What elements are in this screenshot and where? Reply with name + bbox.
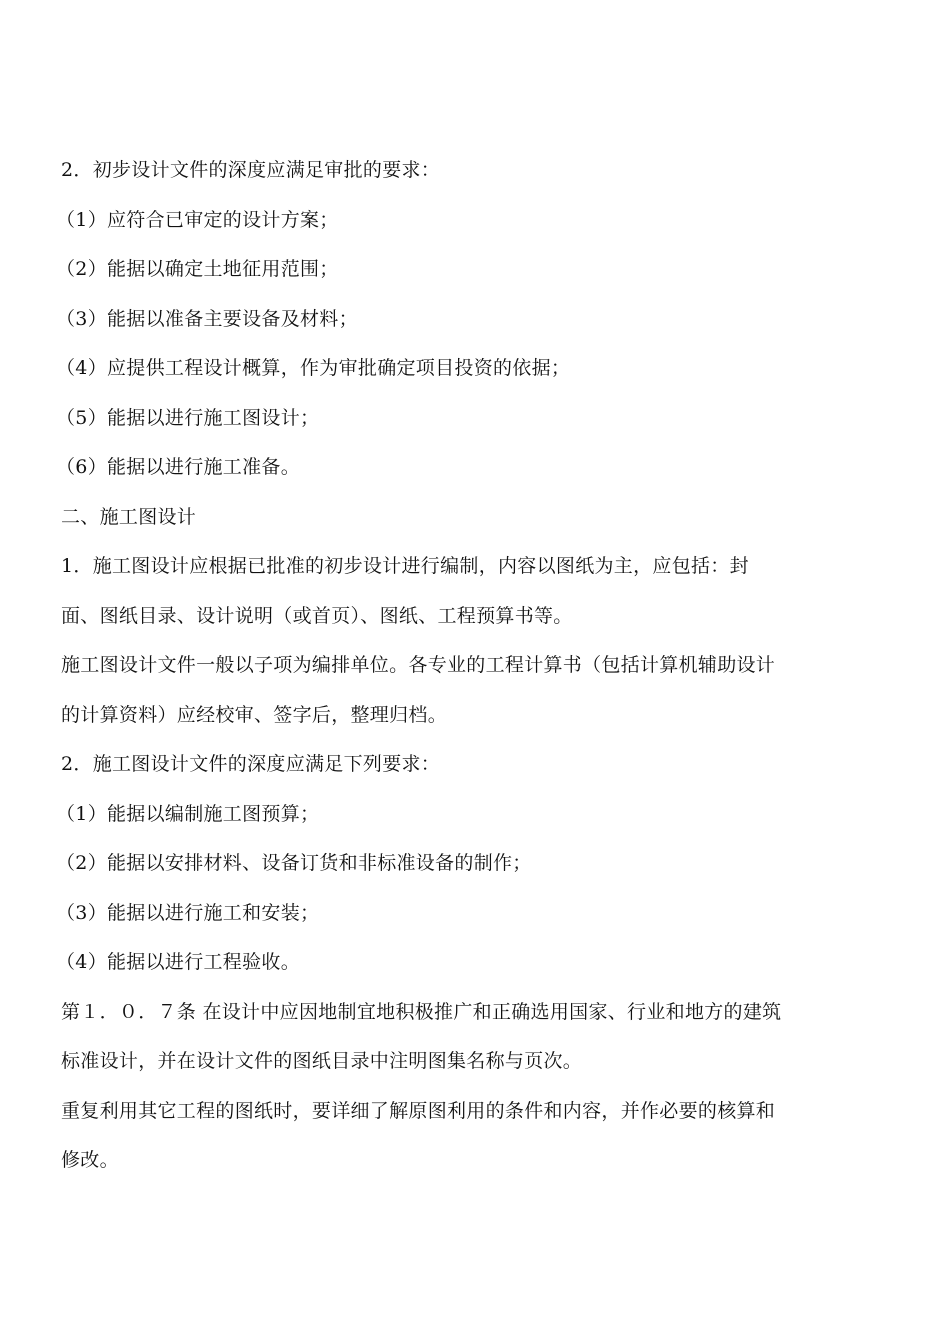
- paragraph-line: 的计算资料）应经校审、签字后，整理归档。: [61, 703, 448, 726]
- document-body: [56, 158, 891, 1172]
- paragraph-line: 1．施工图设计应根据已批准的初步设计进行编制，内容以图纸为主，应包括：封: [61, 555, 749, 577]
- paragraph-line: 2．初步设计文件的深度应满足审批的要求：: [61, 159, 441, 181]
- paragraph-line: 标准设计，并在设计文件的图纸目录中注明图集名称与页次。: [61, 1050, 583, 1072]
- list-item: （4）能据以进行工程验收。: [56, 951, 300, 973]
- paragraph-line: 第１．０．７条 在设计中应因地制宜地积极推广和正确选用国家、行业和地方的建筑: [61, 1000, 782, 1023]
- list-item: （1）能据以编制施工图预算；: [56, 802, 320, 825]
- list-item: （4）应提供工程设计概算，作为审批确定项目投资的依据；: [56, 357, 571, 379]
- list-item: （1）应符合已审定的设计方案；: [56, 208, 339, 231]
- list-item: （6）能据以进行施工准备。: [56, 456, 300, 478]
- list-item: （5）能据以进行施工图设计；: [56, 406, 320, 429]
- list-item: （3）能据以准备主要设备及材料；: [56, 307, 358, 330]
- paragraph-line: 面、图纸目录、设计说明（或首页）、图纸、工程预算书等。: [61, 604, 573, 627]
- paragraph-line: 修改。: [61, 1149, 119, 1171]
- paragraph-line: 重复利用其它工程的图纸时，要详细了解原图利用的条件和内容，并作必要的核算和: [61, 1099, 776, 1122]
- list-item: （2）能据以确定土地征用范围；: [56, 258, 339, 280]
- list-item: （3）能据以进行施工和安装；: [56, 901, 320, 924]
- paragraph-line: 2．施工图设计文件的深度应满足下列要求：: [61, 753, 441, 775]
- section-heading: 二、施工图设计: [61, 505, 197, 528]
- list-item: （2）能据以安排材料、设备订货和非标准设备的制作；: [56, 852, 532, 874]
- paragraph-line: 施工图设计文件一般以子项为编排单位。各专业的工程计算书（包括计算机辅助设计: [61, 654, 776, 676]
